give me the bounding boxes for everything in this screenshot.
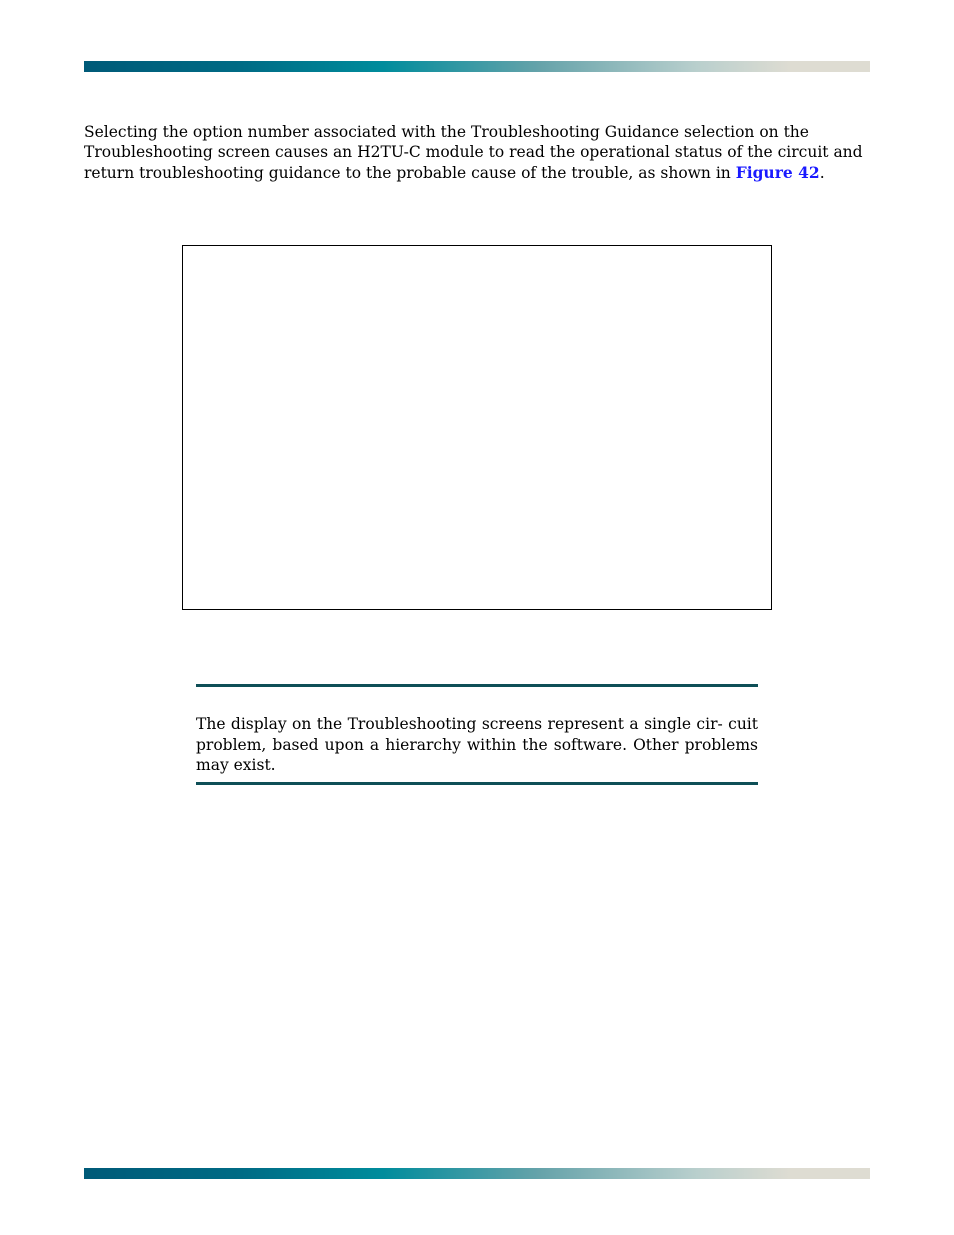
intro-text: Selecting the option number associated with the Troubleshooting Guidance selection on the Troubleshooting screen causes an H2TU-C module to read the operational status of the circuit and return troubleshooting guidance to the probable cause of the trouble, as shown in xyxy=(84,123,863,182)
header-color-band xyxy=(84,61,870,72)
figure-42-link[interactable]: Figure 42 xyxy=(735,162,820,182)
note-text: The display on the Troubleshooting screens represent a single cir- cuit problem, based upon a hierarchy within the software. Other problems may exist. xyxy=(196,715,758,774)
note-bottom-rule xyxy=(196,782,758,785)
intro-end: . xyxy=(819,163,825,182)
note-top-rule xyxy=(196,684,758,687)
footer-color-band xyxy=(84,1168,870,1179)
figure-screen-frame xyxy=(182,245,772,610)
intro-paragraph xyxy=(84,122,870,183)
